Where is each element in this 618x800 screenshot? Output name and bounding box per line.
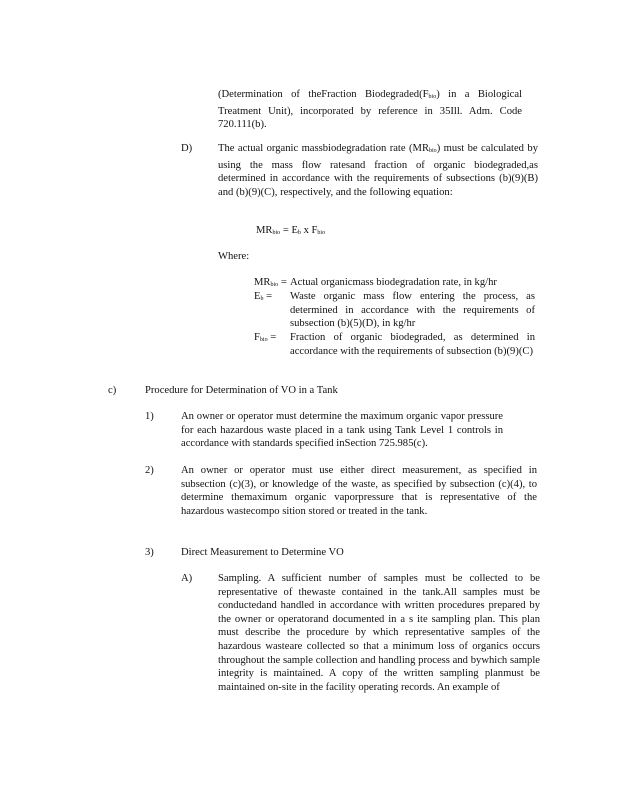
item-3-label: 3) [145, 547, 154, 558]
equation-mid: = E [280, 225, 298, 236]
item-d-paragraph [218, 142, 538, 199]
item-2-label: 2) [145, 465, 154, 476]
item-a-label: A) [181, 573, 193, 584]
equation-mid2: x F [300, 225, 318, 236]
definition-row [254, 290, 536, 332]
equation-mid-sub: b [297, 230, 301, 236]
equation-lhs: MR [256, 225, 273, 236]
intro-text: (Determination of theFraction Biodegraded(F [218, 89, 429, 100]
item-a-paragraph: Sampling. A sufficient number of samples must be collected to be representative of thewaste contained in the tank.All samples must be conductedand handled in accordance with written procedures prepared by the owner or operatorand documented in a s ite sampling plan. This plan must describe the procedure by which representative samples of the hazardous wasteare collected so that a minimum loss of organics occurs throughout the sample collection and handling process and bywhich sample integrity is maintained. A copy of the written sampling planmust be maintained on-site in the facility operating records. An example of [218, 573, 540, 693]
equation [256, 224, 325, 241]
item-2-paragraph: An owner or operator must use either direct measurement, as specified in subsection (c)(3), or knowledge of the waste, as specified by subsection (c)(4), to determine themaximum organic vaporpressure that is representative of the hazardous wastecompo sition stored or treated in the tank. [181, 465, 537, 517]
item-3-heading: Direct Measurement to Determine VO [181, 547, 344, 558]
definition-term: $MR_{bio}$ = [254, 277, 287, 288]
equation-end-sub: bio [317, 230, 326, 236]
item-d-subscript: bio [429, 148, 437, 154]
intro-subscript: bio [428, 94, 437, 100]
definition-row [254, 331, 536, 373]
definition-text: Actual organicmass biodegradation rate, in kg/hr [290, 277, 497, 288]
item-d-label: D) [181, 143, 193, 154]
definition-term: $E_b$ = [254, 291, 273, 302]
definition-text: Fraction of organic biodegraded, as determined in accordance with the requirements of subsection (b)(9)(C) [290, 332, 535, 357]
item-1-label: 1) [145, 411, 154, 422]
section-c-heading: Procedure for Determination of VO in a Tank [145, 385, 338, 396]
intro-paragraph [218, 88, 522, 132]
definition-row [254, 276, 536, 290]
item-1-paragraph: An owner or operator must determine the maximum organic vapor pressure for each hazardous waste placed in a tank using Tank Level 1 controls in accordance with standards specified inSection 725.985(c). [181, 411, 503, 450]
item-d-text-rest: ) must be calculated by using the mass flow ratesand fraction of organic biodegraded,as determined in accordance with the requirements of subsections (b)(9)(B) and (b)(9)(C), respectively, and the following equation: [218, 143, 538, 198]
section-c-label: c) [108, 385, 117, 396]
equation-lhs-sub: bio [272, 230, 281, 236]
item-d-text: The actual organic massbiodegradation rate (MR [218, 143, 430, 154]
where-label: Where: [218, 251, 250, 262]
definition-text: Waste organic mass flow entering the process, as determined in accordance with the requirements of subsection (b)(5)(D), in kg/hr [290, 291, 535, 330]
intro-text-rest: ) in a Biological Treatment Unit), incorporated by reference in 35Ill. Adm. Code 720.111(b). [218, 89, 522, 131]
definition-term: $F_{bio}$ = [254, 332, 277, 343]
